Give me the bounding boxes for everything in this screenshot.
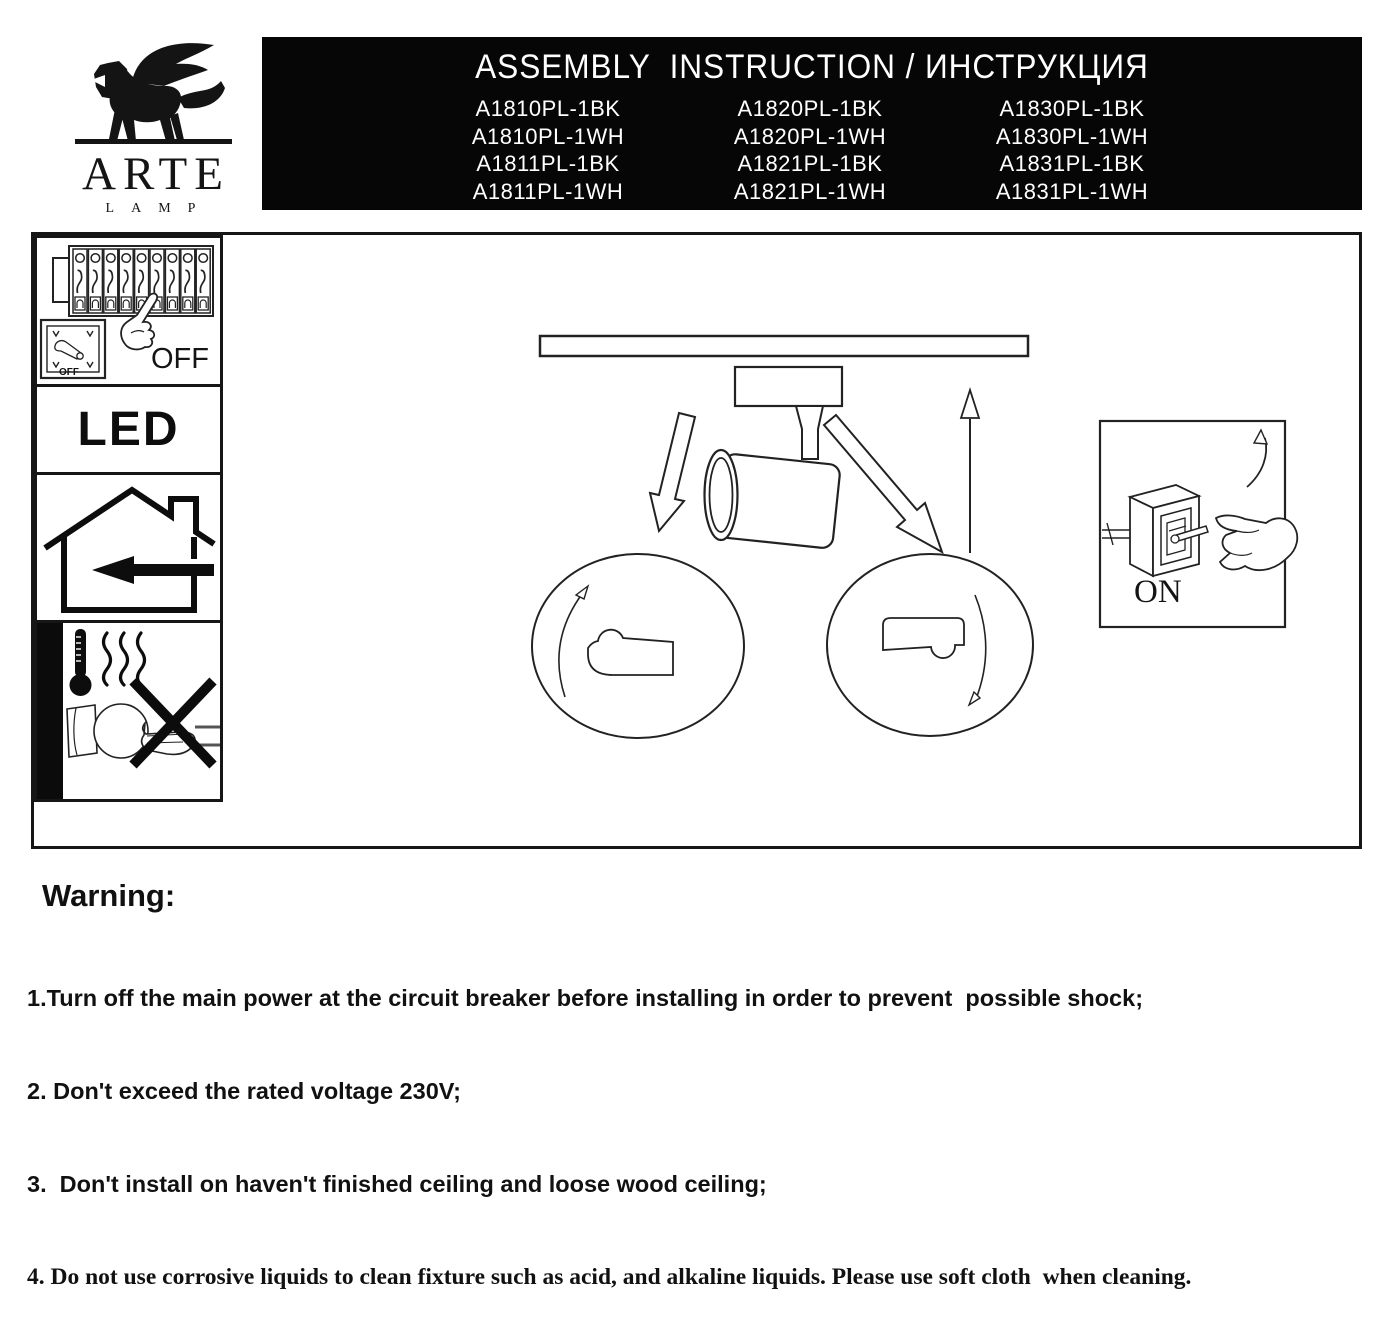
indoor-use-icon	[37, 475, 220, 620]
product-code: A1820PL-1WH	[733, 123, 887, 149]
product-code: A1821PL-1WH	[733, 178, 887, 204]
banner-title: ASSEMBLY INSTRUCTION / ИНСТРУКЦИЯ	[475, 48, 1149, 86]
inset-off-label: OFF	[59, 367, 79, 378]
circuit-breaker-off-icon	[37, 238, 220, 384]
mounting-plate	[735, 367, 842, 406]
led-label: LED	[77, 403, 180, 456]
installation-diagram	[34, 235, 1359, 846]
heat-waves-icon	[104, 633, 145, 685]
warning-heading: Warning:	[42, 878, 176, 913]
warning-item-1: 1.Turn off the main power at the circuit breaker before installing in order to prevent possible shock;	[27, 985, 1144, 1011]
spotlight-stem	[796, 406, 823, 459]
indoor-use-cell	[34, 472, 223, 623]
rotation-view-left	[532, 554, 744, 738]
brand-name: ARTE	[82, 148, 230, 200]
warning-list	[27, 921, 1191, 1324]
title-banner	[262, 37, 1362, 210]
product-code: A1830PL-1BK	[999, 96, 1145, 121]
into-house-arrow	[134, 564, 214, 576]
do-not-touch-hot-icon	[63, 623, 220, 799]
warning-item-4: 4. Do not use corrosive liquids to clean fixture such as acid, and alkaline liquids. Please use soft cloth when cleaning.	[27, 1264, 1192, 1290]
arte-lamp-logo	[66, 36, 242, 218]
product-code: A1831PL-1WH	[995, 178, 1149, 204]
product-code: A1810PL-1WH	[471, 123, 625, 149]
product-code: A1811PL-1WH	[472, 178, 624, 204]
rotation-view-right	[827, 554, 1033, 736]
warning-item-2: 2. Don't exceed the rated voltage 230V;	[27, 1078, 461, 1104]
product-code: A1811PL-1BK	[476, 151, 620, 176]
spotlight-head	[705, 450, 841, 549]
warning-item-3: 3. Don't install on haven't finished ceiling and loose wood ceiling;	[27, 1171, 767, 1197]
warning-black-bar	[37, 623, 63, 799]
instruction-diagram-frame	[31, 232, 1362, 849]
product-code: A1830PL-1WH	[995, 123, 1149, 149]
winged-lion-icon	[70, 36, 238, 150]
step-power-off-cell	[34, 235, 223, 387]
product-code: A1820PL-1BK	[737, 96, 883, 121]
power-on-inset	[1100, 421, 1297, 627]
hot-surface-warning-cell	[34, 620, 223, 802]
product-code: A1821PL-1BK	[737, 151, 883, 176]
thermometer-icon	[70, 629, 92, 696]
led-type-cell	[34, 384, 223, 475]
wall-switch-icon	[1130, 485, 1208, 576]
brand-subtitle: LAMP	[105, 201, 213, 216]
switch-off-inset	[41, 320, 105, 378]
product-code-grid	[417, 95, 1362, 205]
off-label: OFF	[151, 343, 209, 375]
up-arrow	[961, 390, 979, 553]
on-label: ON	[1134, 574, 1182, 610]
tilt-arrow-right	[824, 415, 942, 552]
product-code: A1810PL-1BK	[475, 96, 621, 121]
ceiling-bar	[540, 336, 1028, 356]
product-code: A1831PL-1BK	[999, 151, 1145, 176]
tilt-arrow-left	[650, 413, 695, 531]
